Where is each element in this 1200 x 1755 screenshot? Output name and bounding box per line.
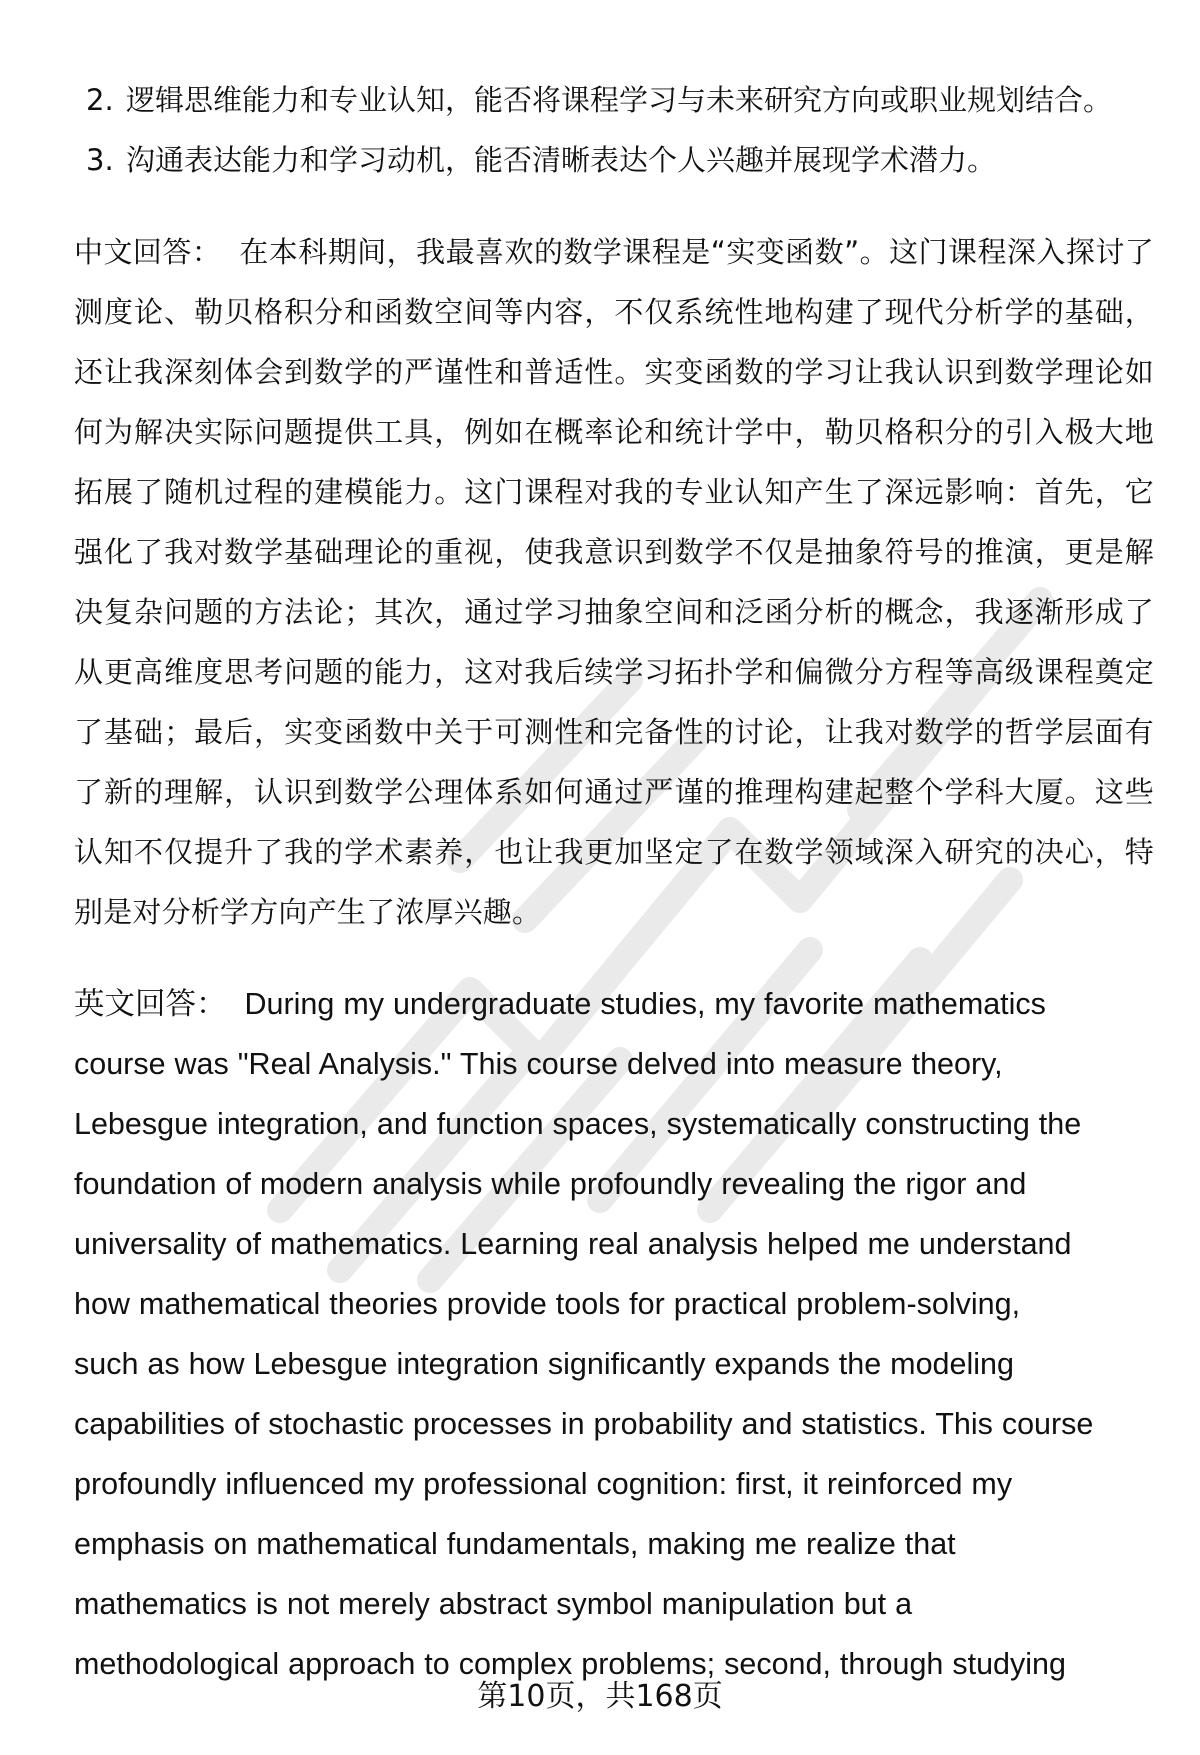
criteria-list <box>74 70 1154 190</box>
list-text: 沟通表达能力和学习动机，能否清晰表达个人兴趣并展现学术潜力。 <box>126 143 997 177</box>
english-answer-text-line: During my undergraduate studies, my favorite mathematics <box>244 987 1046 1021</box>
list-text: 逻辑思维能力和专业认知，能否将课程学习与未来研究方向或职业规划结合。 <box>126 83 1113 117</box>
chinese-answer-label: 中文回答： <box>74 235 222 269</box>
page-footer: 第10页，共168页 <box>477 1679 723 1714</box>
english-answer-text-line: foundation of modern analysis while profoundly revealing the rigor and <box>74 1167 1027 1201</box>
chinese-answer-text: 在本科期间，我最喜欢的数学课程是“实变函数”。这门课程深入探讨了测度论、勒贝格积分和函数空间等内容，不仅系统性地构建了现代分析学的基础，还让我深刻体会到数学的严谨性和普适性。实变函数的学习让我认识到数学理论如何为解决实际问题提供工具，例如在概率论和统计学中，勒贝格积分的引入极大地拓展了随机过程的建模能力。这门课程对我的专业认知产生了深远影响：首先，它强化了我对数学基础理论的重视，使我意识到数学不仅是抽象符号的推演，更是解决复杂问题的方法论；其次，通过学习抽象空间和泛函分析的概念，我逐渐形成了从更高维度思考问题的能力，这对我后续学习拓扑学和偏微分方程等高级课程奠定了基础；最后，实变函数中关于可测性和完备性的讨论，让我对数学的哲学层面有了新的理解，认识到数学公理体系如何通过严谨的推理构建起整个学科大厦。这些认知不仅提升了我的学术素养，也让我更加坚定了在数学领域深入研究的决心，特别是对分析学方向产生了浓厚兴趣。 <box>74 235 1154 929</box>
chinese-answer-paragraph <box>74 222 1154 942</box>
list-number: 2. <box>86 83 114 117</box>
english-answer-text-line: how mathematical theories provide tools for practical problem-solving, <box>74 1287 1021 1321</box>
english-answer-paragraph <box>74 974 1154 1694</box>
english-answer-label: 英文回答： <box>74 987 227 1021</box>
list-number: 3. <box>86 143 114 177</box>
list-item <box>74 130 1154 190</box>
english-answer-text-line: Lebesgue integration, and function spaces, systematically constructing the <box>74 1107 1082 1141</box>
content-area <box>74 70 1154 1694</box>
english-answer-text-line: methodological approach to complex problems; second, through studying <box>74 1647 1066 1681</box>
english-answer-line-1 <box>74 974 1154 1034</box>
list-item <box>74 70 1154 130</box>
english-answer-text-line: emphasis on mathematical fundamentals, making me realize that <box>74 1527 956 1561</box>
english-answer-text-line: profoundly influenced my professional cognition: first, it reinforced my <box>74 1467 1013 1501</box>
english-answer-text-line: capabilities of stochastic processes in probability and statistics. This course <box>74 1407 1094 1441</box>
english-answer-text-line: mathematics is not merely abstract symbol manipulation but a <box>74 1587 913 1621</box>
english-answer-text-line: course was "Real Analysis." This course delved into measure theory, <box>74 1047 1003 1081</box>
english-answer-text-line: such as how Lebesgue integration significantly expands the modeling <box>74 1347 1014 1381</box>
english-answer-text-line: universality of mathematics. Learning real analysis helped me understand <box>74 1227 1072 1261</box>
